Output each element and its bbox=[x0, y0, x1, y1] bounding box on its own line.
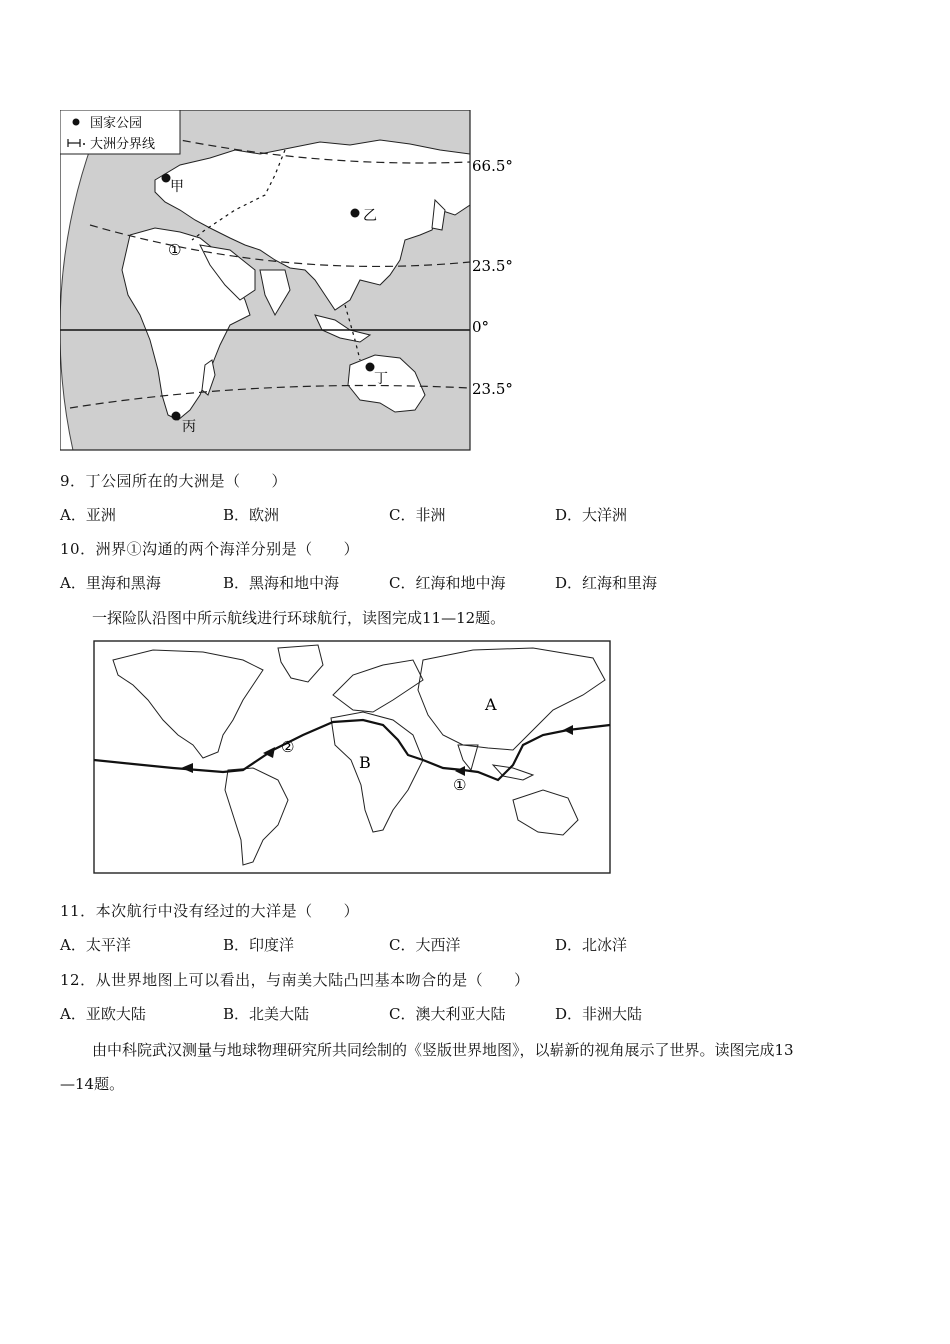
q10-option-d[interactable]: D．红海和里海 bbox=[555, 574, 658, 592]
q11-stem: 11．本次航行中没有经过的大洋是（ ） bbox=[60, 902, 360, 920]
q12-option-d[interactable]: D．非洲大陆 bbox=[555, 1005, 643, 1023]
lat-0: 0° bbox=[472, 318, 490, 336]
map-eastern-hemisphere bbox=[60, 110, 530, 455]
label-a: A bbox=[485, 695, 497, 714]
q10-stem: 10．洲界①沟通的两个海洋分别是（ ） bbox=[60, 540, 360, 558]
label-yi: 乙 bbox=[363, 208, 377, 224]
q9-option-a[interactable]: A．亚洲 bbox=[60, 506, 116, 524]
legend-park: 国家公园 bbox=[90, 116, 143, 131]
label-bing: 丙 bbox=[182, 419, 196, 435]
q10-option-a[interactable]: A．里海和黑海 bbox=[60, 574, 161, 592]
route-label-1: ① bbox=[453, 776, 467, 794]
legend-boundary: 大洲分界线 bbox=[90, 137, 156, 152]
park-bing bbox=[172, 412, 181, 421]
q11-option-b[interactable]: B．印度洋 bbox=[223, 936, 295, 954]
q9-option-d[interactable]: D．大洋洲 bbox=[555, 506, 628, 524]
q11-option-d[interactable]: D．北冰洋 bbox=[555, 936, 628, 954]
q12-option-a[interactable]: A．亚欧大陆 bbox=[60, 1005, 146, 1023]
q12-option-c[interactable]: C．澳大利亚大陆 bbox=[389, 1005, 506, 1023]
q11-option-a[interactable]: A．太平洋 bbox=[60, 936, 131, 954]
intro-vertical-map-line2: —14题。 bbox=[60, 1075, 125, 1093]
intro-voyage: 一探险队沿图中所示航线进行环球航行，读图完成11—12题。 bbox=[92, 609, 506, 627]
label-b: B bbox=[359, 753, 371, 772]
q10-option-b[interactable]: B．黑海和地中海 bbox=[223, 574, 340, 592]
q9-stem: 9．丁公园所在的大洲是（ ） bbox=[60, 472, 288, 490]
q12-stem: 12．从世界地图上可以看出，与南美大陆凸凹基本吻合的是（ ） bbox=[60, 971, 530, 989]
label-ding: 丁 bbox=[374, 371, 388, 387]
lat-23s: 23.5° bbox=[472, 380, 513, 398]
label-jia: 甲 bbox=[170, 179, 184, 195]
intro-vertical-map-line1: 由中科院武汉测量与地球物理研究所共同绘制的《竖版世界地图》，以崭新的视角展示了世界。读图完成13 bbox=[92, 1041, 794, 1059]
route-label-2: ② bbox=[281, 738, 295, 756]
map-world-voyage bbox=[93, 640, 611, 874]
park-yi bbox=[351, 209, 360, 218]
lat-66: 66.5° bbox=[472, 157, 513, 175]
q10-option-c[interactable]: C．红海和地中海 bbox=[389, 574, 506, 592]
lat-23n: 23.5° bbox=[472, 257, 513, 275]
q12-option-b[interactable]: B．北美大陆 bbox=[223, 1005, 310, 1023]
q9-option-c[interactable]: C．非洲 bbox=[389, 506, 446, 524]
q11-option-c[interactable]: C．大西洋 bbox=[389, 936, 461, 954]
q9-option-b[interactable]: B．欧洲 bbox=[223, 506, 280, 524]
label-circle1: ① bbox=[168, 241, 182, 259]
